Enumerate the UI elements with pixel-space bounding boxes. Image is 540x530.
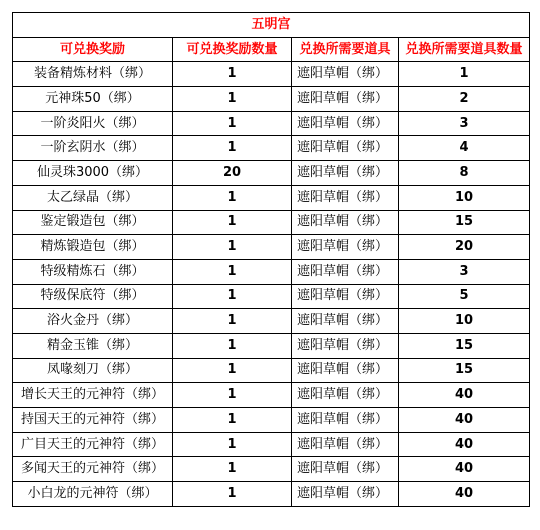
reward-cell: 太乙绿晶（绑） — [13, 185, 173, 210]
header-required-item: 兑换所需要道具 — [292, 37, 399, 62]
required-item-cell: 遮阳草帽（绑） — [292, 235, 399, 260]
reward-cell: 小白龙的元神符（绑） — [13, 482, 173, 507]
required-quantity-cell: 15 — [399, 333, 530, 358]
table-row — [13, 432, 530, 457]
required-item-cell: 遮阳草帽（绑） — [292, 136, 399, 161]
header-row — [13, 37, 530, 62]
reward-cell: 凤喙刻刀（绑） — [13, 358, 173, 383]
required-quantity-cell: 2 — [399, 87, 530, 112]
required-quantity-cell: 5 — [399, 284, 530, 309]
required-quantity-cell: 15 — [399, 210, 530, 235]
reward-cell: 特级精炼石（绑） — [13, 259, 173, 284]
table-row — [13, 333, 530, 358]
table-row — [13, 185, 530, 210]
table-row — [13, 87, 530, 112]
required-quantity-cell: 1 — [399, 62, 530, 87]
table-row — [13, 309, 530, 334]
reward-quantity-cell: 1 — [173, 87, 292, 112]
required-quantity-cell: 40 — [399, 432, 530, 457]
exchange-table — [12, 12, 530, 507]
required-item-cell: 遮阳草帽（绑） — [292, 358, 399, 383]
reward-quantity-cell: 20 — [173, 161, 292, 186]
table-row — [13, 136, 530, 161]
reward-quantity-cell: 1 — [173, 333, 292, 358]
required-item-cell: 遮阳草帽（绑） — [292, 259, 399, 284]
reward-quantity-cell: 1 — [173, 284, 292, 309]
required-item-cell: 遮阳草帽（绑） — [292, 185, 399, 210]
required-quantity-cell: 8 — [399, 161, 530, 186]
title-row — [13, 13, 530, 38]
required-item-cell: 遮阳草帽（绑） — [292, 210, 399, 235]
header-reward-quantity: 可兑换奖励数量 — [173, 37, 292, 62]
required-quantity-cell: 3 — [399, 259, 530, 284]
table-title: 五明宫 — [13, 13, 530, 38]
reward-cell: 广目天王的元神符（绑） — [13, 432, 173, 457]
reward-quantity-cell: 1 — [173, 62, 292, 87]
reward-quantity-cell: 1 — [173, 457, 292, 482]
table-row — [13, 210, 530, 235]
required-quantity-cell: 10 — [399, 309, 530, 334]
required-item-cell: 遮阳草帽（绑） — [292, 383, 399, 408]
required-quantity-cell: 40 — [399, 482, 530, 507]
reward-cell: 精炼锻造包（绑） — [13, 235, 173, 260]
required-item-cell: 遮阳草帽（绑） — [292, 62, 399, 87]
required-item-cell: 遮阳草帽（绑） — [292, 408, 399, 433]
required-quantity-cell: 40 — [399, 408, 530, 433]
required-item-cell: 遮阳草帽（绑） — [292, 333, 399, 358]
reward-quantity-cell: 1 — [173, 408, 292, 433]
table-row — [13, 358, 530, 383]
reward-quantity-cell: 1 — [173, 111, 292, 136]
required-quantity-cell: 40 — [399, 383, 530, 408]
reward-cell: 多闻天王的元神符（绑） — [13, 457, 173, 482]
required-item-cell: 遮阳草帽（绑） — [292, 111, 399, 136]
required-item-cell: 遮阳草帽（绑） — [292, 161, 399, 186]
reward-cell: 精金玉锥（绑） — [13, 333, 173, 358]
required-quantity-cell: 40 — [399, 457, 530, 482]
table-row — [13, 111, 530, 136]
required-item-cell: 遮阳草帽（绑） — [292, 309, 399, 334]
reward-cell: 装备精炼材料（绑） — [13, 62, 173, 87]
required-item-cell: 遮阳草帽（绑） — [292, 482, 399, 507]
table-row — [13, 383, 530, 408]
required-item-cell: 遮阳草帽（绑） — [292, 457, 399, 482]
reward-cell: 特级保底符（绑） — [13, 284, 173, 309]
required-quantity-cell: 10 — [399, 185, 530, 210]
reward-cell: 一阶炎阳火（绑） — [13, 111, 173, 136]
table-row — [13, 482, 530, 507]
table-row — [13, 284, 530, 309]
reward-quantity-cell: 1 — [173, 185, 292, 210]
table-row — [13, 235, 530, 260]
reward-cell: 一阶玄阴水（绑） — [13, 136, 173, 161]
header-required-quantity: 兑换所需要道具数量 — [399, 37, 530, 62]
required-quantity-cell: 4 — [399, 136, 530, 161]
table-body — [13, 62, 530, 506]
table-row — [13, 161, 530, 186]
reward-quantity-cell: 1 — [173, 383, 292, 408]
reward-cell: 仙灵珠3000（绑） — [13, 161, 173, 186]
reward-quantity-cell: 1 — [173, 136, 292, 161]
reward-quantity-cell: 1 — [173, 358, 292, 383]
header-reward: 可兑换奖励 — [13, 37, 173, 62]
reward-quantity-cell: 1 — [173, 259, 292, 284]
reward-quantity-cell: 1 — [173, 309, 292, 334]
reward-cell: 增长天王的元神符（绑） — [13, 383, 173, 408]
exchange-table-container — [12, 12, 529, 507]
table-row — [13, 259, 530, 284]
reward-cell: 持国天王的元神符（绑） — [13, 408, 173, 433]
table-row — [13, 62, 530, 87]
required-item-cell: 遮阳草帽（绑） — [292, 284, 399, 309]
required-item-cell: 遮阳草帽（绑） — [292, 87, 399, 112]
required-quantity-cell: 3 — [399, 111, 530, 136]
required-quantity-cell: 20 — [399, 235, 530, 260]
required-item-cell: 遮阳草帽（绑） — [292, 432, 399, 457]
table-row — [13, 408, 530, 433]
reward-quantity-cell: 1 — [173, 482, 292, 507]
reward-cell: 元神珠50（绑） — [13, 87, 173, 112]
reward-cell: 浴火金丹（绑） — [13, 309, 173, 334]
required-quantity-cell: 15 — [399, 358, 530, 383]
table-row — [13, 457, 530, 482]
reward-quantity-cell: 1 — [173, 235, 292, 260]
reward-cell: 鉴定锻造包（绑） — [13, 210, 173, 235]
reward-quantity-cell: 1 — [173, 432, 292, 457]
reward-quantity-cell: 1 — [173, 210, 292, 235]
